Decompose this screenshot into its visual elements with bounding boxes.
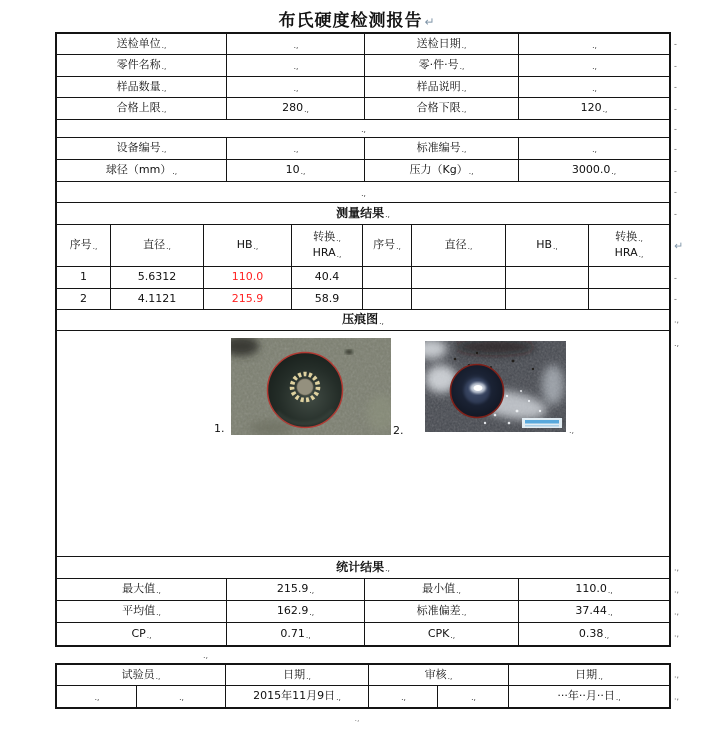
cell-end-marker: ., <box>309 608 315 617</box>
cell-end-marker: ., <box>401 693 406 702</box>
paragraph-mark: ., <box>354 714 360 723</box>
limit-row <box>57 98 677 120</box>
max-min-row-cell-1: 215.9 ., <box>227 579 365 600</box>
limit-row-cell-0: 合格上限 ., <box>57 98 227 119</box>
meas-row-2-cell-7 <box>589 289 669 309</box>
cell-end-marker: ., <box>92 242 98 251</box>
paragraph-mark: ., <box>203 650 209 660</box>
meas-row-1-cell-6 <box>506 267 589 288</box>
spacer-row-1-cell <box>57 120 669 137</box>
ball-pressure-row-cell-3: 3000.0 ., <box>571 163 617 177</box>
cell-end-marker: ., <box>155 671 161 681</box>
limit-row-cell-3: 120 ., <box>580 101 608 115</box>
meas-col-header-row-cell-3: 转换 ., HRA ., <box>292 225 363 266</box>
cell-end-marker: ., <box>471 693 476 702</box>
cell-end-marker: ., <box>293 40 299 50</box>
avg-std-row-cell-0: 平均值 ., <box>57 601 227 622</box>
cell-end-marker: ., <box>293 62 299 71</box>
meas-row-2-cell-5 <box>412 289 506 309</box>
meas-row-2-cell-2: 215.9 <box>204 289 292 309</box>
cell-end-marker: ., <box>306 671 311 681</box>
cell-end-marker: ., <box>461 105 467 114</box>
sample-qty-row-cell-0: 样品数量 ., <box>57 77 227 97</box>
meas-col-header-row-cell-2: HB ., <box>204 225 292 266</box>
row-end-mark: - <box>674 144 677 153</box>
row-end-mark: ., <box>674 563 680 572</box>
meas-row-2 <box>57 289 677 310</box>
row-end-mark: - <box>674 124 677 133</box>
meas-row-1-cell-4 <box>363 267 412 288</box>
cell-end-marker: ., <box>461 608 467 617</box>
sig-value-row-cell-5: ···年··月··日 ., <box>557 689 621 703</box>
cell-end-marker: ., <box>592 83 597 93</box>
row-end-mark: - <box>674 294 677 304</box>
cell-end-marker: ., <box>161 62 167 71</box>
meas-row-1-cell-7 <box>589 267 669 288</box>
max-min-row-cell-0: 最大值 ., <box>57 579 227 600</box>
meas-row-1-cell-1: 5.6312 <box>111 267 204 288</box>
photo-1-label: 1. <box>214 422 225 435</box>
sig-value-row <box>57 686 680 707</box>
meas-row-1-cell-2: 110.0 <box>204 267 292 288</box>
meas-col-header-row-cell-7: 转换 ., HRA ., <box>614 230 644 259</box>
ball-pressure-row-cell-2: 压力（Kg） ., <box>365 160 519 181</box>
send-unit-row <box>57 34 677 55</box>
sample-qty-row-cell-3 <box>519 77 669 97</box>
part-name-row-cell-2: 零·件·号 ., <box>365 55 519 76</box>
sig-header-row <box>57 665 680 686</box>
cell-end-marker: ., <box>611 167 617 176</box>
sig-header-row-cell-0: 试验员 ., <box>57 665 226 685</box>
indentation-photo-1 <box>231 338 391 435</box>
avg-std-row <box>57 601 680 623</box>
cell-end-marker: ., <box>156 586 161 595</box>
row-end-mark: ., <box>674 585 680 594</box>
cell-end-marker: ., <box>461 40 467 50</box>
cell-end-marker: ., <box>172 167 178 176</box>
max-min-row <box>57 579 680 601</box>
row-end-mark: - <box>674 82 677 92</box>
cell-end-marker: ., <box>461 83 467 93</box>
sig-value-row-cell-2: 2015年11月9日 ., <box>226 686 369 707</box>
ball-pressure-row-cell-1: 10 ., <box>227 160 365 181</box>
sig-header-row-cell-1: 日期 ., <box>226 665 369 685</box>
cell-end-marker: ., <box>604 630 610 640</box>
report-title <box>0 0 714 32</box>
sig-header-row-cell-3: 日期 ., <box>575 667 603 681</box>
cell-end-marker: ., <box>385 210 390 219</box>
cell-end-marker: ., <box>305 630 311 640</box>
send-unit-row-cell-3 <box>519 34 669 54</box>
cell-end-marker: ., <box>607 586 613 595</box>
meas-col-header-row-cell-0: 序号 ., <box>57 225 111 266</box>
row-end-mark: ., <box>674 670 680 680</box>
row-end-mark: ., <box>674 607 680 616</box>
indent-section-header-cell <box>57 310 669 330</box>
cell-end-marker: ., <box>309 586 315 595</box>
cp-cpk-row-cell-1: 0.71 ., <box>227 623 365 645</box>
paragraph-end <box>0 714 714 723</box>
stats-section-header <box>57 557 680 579</box>
cp-cpk-row-cell-0: CP ., <box>57 623 227 645</box>
report-title-text: 布氏硬度检测报告 <box>278 11 423 31</box>
row-end-mark: ., <box>674 692 680 701</box>
indent-section-header-text: 压痕图 <box>342 312 379 327</box>
cell-end-marker: ., <box>161 105 167 114</box>
cell-end-marker: ., <box>602 105 608 114</box>
cell-end-marker: ., <box>161 145 167 154</box>
stats-section-header-cell <box>57 557 669 578</box>
cell-end-marker: ., <box>459 62 465 71</box>
device-no-row-cell-1 <box>227 138 365 159</box>
cell-end-marker: ., <box>161 83 167 93</box>
device-no-row-cell-0: 设备编号 ., <box>57 138 227 159</box>
sig-value-row-cell-3 <box>369 686 438 707</box>
part-name-row <box>57 55 677 77</box>
meas-row-2-cell-1: 4.1121 <box>111 289 204 309</box>
cell-end-marker: ., <box>361 125 366 134</box>
signature-table <box>55 663 680 709</box>
cell-end-marker: ., <box>468 167 474 176</box>
cp-cpk-row-cell-2: CPK ., <box>365 623 519 645</box>
cell-end-marker: ., <box>293 145 299 154</box>
cell-end-marker: ., <box>300 167 306 176</box>
meas-row-2-cell-6 <box>506 289 589 309</box>
row-end-mark: - <box>674 273 677 282</box>
limit-row-cell-1: 280 ., <box>227 98 365 119</box>
sig-value-row-cell-1 <box>137 686 226 707</box>
device-no-row <box>57 138 677 160</box>
cell-end-marker: ., <box>253 242 259 251</box>
row-end-mark: ↵ <box>674 239 684 252</box>
cell-end-marker: ., <box>638 250 644 259</box>
row-end-mark: - <box>674 166 677 175</box>
meas-row-1 <box>57 267 677 289</box>
row-end-mark: - <box>674 104 677 113</box>
sample-qty-row <box>57 77 677 98</box>
report-main-table <box>55 32 684 647</box>
meas-row-2-cell-4 <box>363 289 412 309</box>
cell-end-marker: ., <box>146 630 152 640</box>
cp-cpk-row-cell-3: 0.38 ., <box>578 626 610 640</box>
cell-end-marker: ., <box>94 693 100 702</box>
max-min-row-cell-3: 110.0 ., <box>575 582 613 596</box>
row-end-mark: ., <box>674 315 680 325</box>
cell-end-marker: ., <box>336 234 341 244</box>
avg-std-row-cell-1: 162.9 ., <box>227 601 365 622</box>
cell-end-marker: ., <box>607 608 613 617</box>
cell-end-marker: ., <box>396 242 401 251</box>
send-unit-row-cell-2: 送检日期 ., <box>365 34 519 54</box>
sig-value-row-cell-4 <box>438 686 509 707</box>
measure-section-header-text: 测量结果 <box>336 205 385 220</box>
row-end-mark: ., <box>674 339 680 348</box>
send-unit-row-cell-1 <box>227 34 365 54</box>
cell-end-marker: ., <box>456 586 461 595</box>
indentation-image-row <box>57 331 680 557</box>
part-name-row-cell-1 <box>227 55 365 76</box>
cell-end-marker: ., <box>166 242 171 251</box>
stats-section-header-text: 统计结果 <box>336 559 385 574</box>
cell-end-marker: ., <box>179 693 184 702</box>
meas-col-header-row-cell-6: HB ., <box>506 225 589 266</box>
row-end-mark: - <box>674 61 677 70</box>
paragraph-mark-icon: ↵ <box>424 15 436 29</box>
cell-end-marker: ., <box>638 234 643 244</box>
meas-col-header-row-cell-1: 直径 ., <box>111 225 204 266</box>
meas-row-2-cell-3: 58.9 <box>292 289 363 309</box>
cell-end-marker: ., <box>461 145 467 154</box>
cell-end-marker: ., <box>336 250 342 259</box>
scale-bar <box>522 418 562 428</box>
send-unit-row-cell-0: 送检单位 ., <box>57 34 227 54</box>
meas-col-header-row-cell-5: 直径 ., <box>412 225 506 266</box>
indentation-photo-2 <box>425 341 566 432</box>
cell-end-marker: ., <box>304 105 309 114</box>
cell-end-marker: ., <box>615 693 621 702</box>
cell-end-marker: ., <box>569 426 575 435</box>
ball-pressure-row <box>57 160 677 182</box>
cell-end-marker: ., <box>385 564 390 573</box>
cell-end-marker: ., <box>450 630 456 640</box>
cell-end-marker: ., <box>379 316 384 326</box>
cell-end-marker: ., <box>156 608 161 617</box>
photo-2-label: 2. <box>393 424 404 437</box>
sample-qty-row-cell-1 <box>227 77 365 97</box>
meas-row-1-cell-0: 1 <box>57 267 111 288</box>
cell-end-marker: ., <box>361 188 366 198</box>
sig-value-row-cell-0 <box>57 686 137 707</box>
cell-end-marker: ., <box>553 242 558 251</box>
avg-std-row-cell-3: 37.44 ., <box>575 604 613 618</box>
cell-end-marker: ., <box>447 671 453 681</box>
meas-row-1-cell-3: 40.4 <box>292 267 363 288</box>
sample-qty-row-cell-2: 样品说明 ., <box>365 77 519 97</box>
ball-pressure-row-cell-0: 球径（mm） ., <box>57 160 227 181</box>
part-name-row-cell-3 <box>519 55 669 76</box>
measure-section-header-cell <box>57 203 669 224</box>
device-no-row-cell-3 <box>519 138 669 159</box>
max-min-row-cell-2: 最小值 ., <box>365 579 519 600</box>
meas-col-header-row-cell-4: 序号 ., <box>363 225 412 266</box>
cell-end-marker: ., <box>161 40 167 50</box>
meas-row-2-cell-0: 2 <box>57 289 111 309</box>
cell-end-marker: ., <box>592 145 597 154</box>
measure-section-header <box>57 203 677 225</box>
spacer-row-2 <box>57 182 677 203</box>
row-end-mark: - <box>674 187 677 197</box>
indent-section-header <box>57 310 680 331</box>
spacer-row-2-cell <box>57 182 669 202</box>
cell-end-marker: ., <box>467 242 473 251</box>
row-end-mark: - <box>674 209 677 218</box>
cell-end-marker: ., <box>592 40 597 50</box>
row-end-mark: ., <box>674 629 680 639</box>
meas-row-1-cell-5 <box>412 267 506 288</box>
cell-end-marker: ., <box>293 83 299 93</box>
spacer-row-1 <box>57 120 677 138</box>
cell-end-marker: ., <box>598 671 603 681</box>
cell-end-marker: ., <box>592 62 597 71</box>
device-no-row-cell-2: 标准编号 ., <box>365 138 519 159</box>
meas-col-header-row <box>57 225 684 267</box>
row-end-mark: - <box>674 39 677 49</box>
cell-end-marker: ., <box>336 693 341 702</box>
sig-header-row-cell-2: 审核 ., <box>369 665 509 685</box>
paragraph-between-tables <box>0 647 714 663</box>
limit-row-cell-2: 合格下限 ., <box>365 98 519 119</box>
part-name-row-cell-0: 零件名称 ., <box>57 55 227 76</box>
avg-std-row-cell-2: 标准偏差 ., <box>365 601 519 622</box>
cp-cpk-row <box>57 623 680 645</box>
